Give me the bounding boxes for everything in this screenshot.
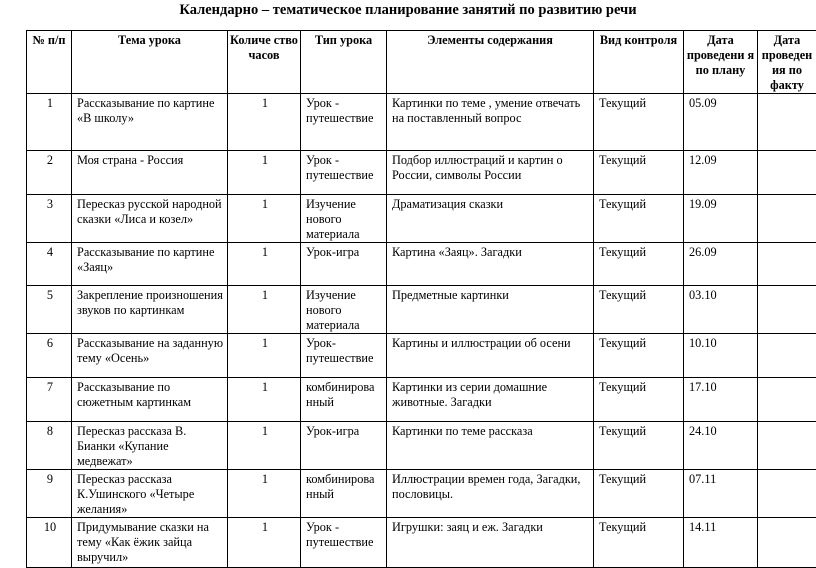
header-content: Элементы содержания	[387, 31, 594, 94]
cell-date-fact	[758, 470, 816, 518]
table-row	[27, 243, 816, 286]
header-type: Тип урока	[301, 31, 387, 94]
cell-date-plan: 19.09	[684, 195, 758, 243]
cell-content: Картинки по теме рассказа	[387, 422, 594, 470]
cell-date-plan: 12.09	[684, 151, 758, 195]
cell-date-plan: 26.09	[684, 243, 758, 286]
cell-topic: Рассказывание на заданную тему «Осень»	[72, 334, 228, 378]
cell-control: Текущий	[594, 243, 684, 286]
cell-content: Игрушки: заяц и еж. Загадки	[387, 518, 594, 568]
cell-control: Текущий	[594, 518, 684, 568]
cell-num: 8	[27, 422, 72, 470]
cell-num: 6	[27, 334, 72, 378]
cell-content: Подбор иллюстраций и картин о России, символы России	[387, 151, 594, 195]
cell-content: Картинки по теме , умение отвечать на поставленный вопрос	[387, 94, 594, 151]
cell-type: Урок-игра	[301, 422, 387, 470]
cell-content: Картина «Заяц». Загадки	[387, 243, 594, 286]
cell-date-fact	[758, 378, 816, 422]
cell-num: 1	[27, 94, 72, 151]
cell-date-plan: 10.10	[684, 334, 758, 378]
table-row	[27, 470, 816, 518]
cell-type: Изучение нового материала	[301, 195, 387, 243]
cell-date-plan: 07.11	[684, 470, 758, 518]
cell-hours: 1	[228, 94, 301, 151]
cell-control: Текущий	[594, 94, 684, 151]
table-row	[27, 195, 816, 243]
table-row	[27, 151, 816, 195]
cell-date-fact	[758, 195, 816, 243]
cell-num: 9	[27, 470, 72, 518]
cell-hours: 1	[228, 286, 301, 334]
table-row	[27, 518, 816, 568]
header-row	[27, 31, 816, 94]
header-num: № п/п	[27, 31, 72, 94]
header-control: Вид контроля	[594, 31, 684, 94]
cell-type: Урок - путешествие	[301, 151, 387, 195]
cell-hours: 1	[228, 195, 301, 243]
cell-type: Урок - путешествие	[301, 94, 387, 151]
cell-type: Урок - путешествие	[301, 518, 387, 568]
cell-num: 5	[27, 286, 72, 334]
table-row	[27, 378, 816, 422]
cell-date-plan: 03.10	[684, 286, 758, 334]
cell-type: комбинирова нный	[301, 378, 387, 422]
cell-content: Картины и иллюстрации об осени	[387, 334, 594, 378]
cell-content: Иллюстрации времен года, Загадки, пословицы.	[387, 470, 594, 518]
cell-topic: Рассказывание по сюжетным картинкам	[72, 378, 228, 422]
cell-hours: 1	[228, 470, 301, 518]
cell-num: 3	[27, 195, 72, 243]
cell-topic: Закрепление произношения звуков по картинкам	[72, 286, 228, 334]
header-date-plan: Дата проведени я по плану	[684, 31, 758, 94]
cell-date-plan: 17.10	[684, 378, 758, 422]
cell-date-fact	[758, 334, 816, 378]
cell-date-fact	[758, 94, 816, 151]
header-hours: Количе ство часов	[228, 31, 301, 94]
cell-hours: 1	[228, 151, 301, 195]
cell-control: Текущий	[594, 151, 684, 195]
cell-control: Текущий	[594, 470, 684, 518]
cell-date-fact	[758, 243, 816, 286]
cell-control: Текущий	[594, 378, 684, 422]
cell-date-fact	[758, 286, 816, 334]
cell-type: комбинирова нный	[301, 470, 387, 518]
lesson-plan-table	[26, 30, 816, 568]
cell-hours: 1	[228, 378, 301, 422]
cell-control: Текущий	[594, 195, 684, 243]
cell-date-plan: 24.10	[684, 422, 758, 470]
header-date-fact: Дата проведен ия по факту	[758, 31, 816, 94]
cell-control: Текущий	[594, 422, 684, 470]
cell-date-plan: 14.11	[684, 518, 758, 568]
cell-hours: 1	[228, 422, 301, 470]
cell-type: Урок-путешествие	[301, 334, 387, 378]
cell-num: 10	[27, 518, 72, 568]
cell-control: Текущий	[594, 286, 684, 334]
table-row	[27, 286, 816, 334]
cell-control: Текущий	[594, 334, 684, 378]
cell-topic: Моя страна - Россия	[72, 151, 228, 195]
cell-content: Предметные картинки	[387, 286, 594, 334]
cell-topic: Рассказывание по картине «Заяц»	[72, 243, 228, 286]
cell-hours: 1	[228, 334, 301, 378]
table-row	[27, 94, 816, 151]
document-title: Календарно – тематическое планирование занятий по развитию речи	[0, 1, 816, 19]
cell-topic: Рассказывание по картине «В школу»	[72, 94, 228, 151]
cell-date-fact	[758, 422, 816, 470]
cell-topic: Придумывание сказки на тему «Как ёжик зайца выручил»	[72, 518, 228, 568]
cell-content: Картинки из серии домашние животные. Загадки	[387, 378, 594, 422]
cell-topic: Пересказ русской народной сказки «Лиса и козел»	[72, 195, 228, 243]
cell-date-fact	[758, 518, 816, 568]
cell-type: Изучение нового материала	[301, 286, 387, 334]
table-row	[27, 422, 816, 470]
cell-topic: Пересказ рассказа К.Ушинского «Четыре желания»	[72, 470, 228, 518]
cell-num: 4	[27, 243, 72, 286]
header-topic: Тема урока	[72, 31, 228, 94]
cell-date-plan: 05.09	[684, 94, 758, 151]
cell-topic: Пересказ рассказа В. Бианки «Купание медвежат»	[72, 422, 228, 470]
cell-date-fact	[758, 151, 816, 195]
cell-type: Урок-игра	[301, 243, 387, 286]
cell-hours: 1	[228, 243, 301, 286]
cell-content: Драматизация сказки	[387, 195, 594, 243]
cell-hours: 1	[228, 518, 301, 568]
cell-num: 7	[27, 378, 72, 422]
table-row	[27, 334, 816, 378]
cell-num: 2	[27, 151, 72, 195]
